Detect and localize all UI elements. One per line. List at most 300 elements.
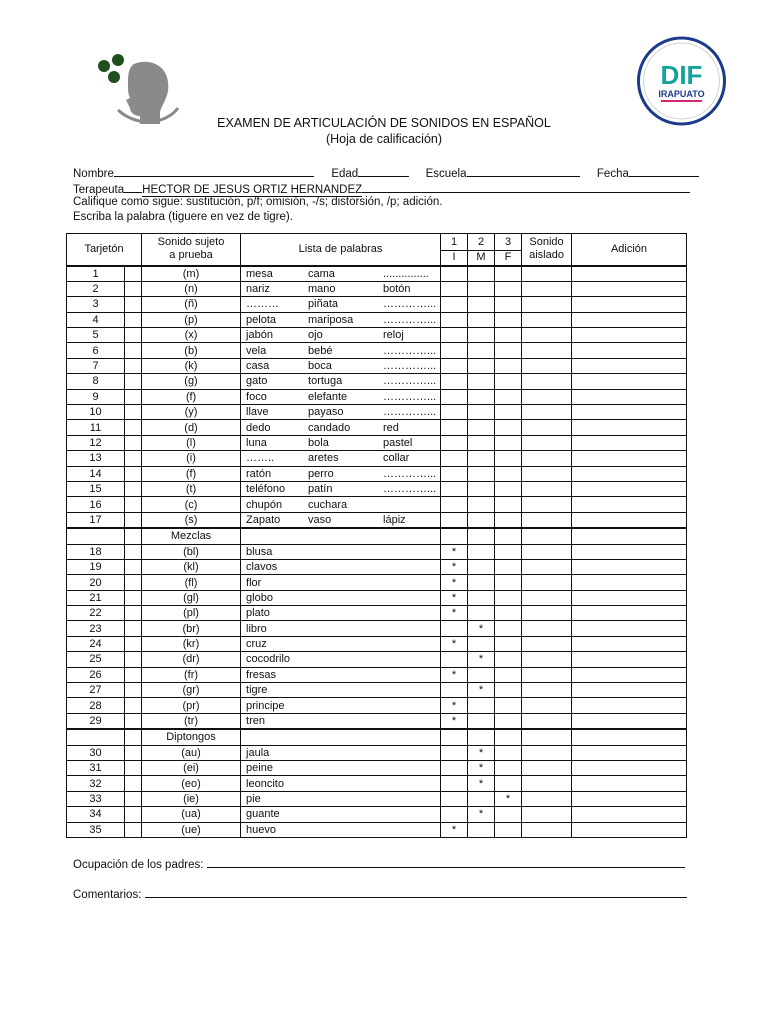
aislado-cell[interactable] <box>522 713 572 729</box>
adicion-cell[interactable] <box>572 466 687 481</box>
words-cell <box>241 683 441 698</box>
position-cell-1[interactable] <box>441 652 468 667</box>
position-cell-1[interactable] <box>441 791 468 806</box>
position-cell-1[interactable] <box>441 761 468 776</box>
terapeuta-value[interactable]: HECTOR DE JESUS ORTIZ HERNANDEZ <box>142 184 363 196</box>
aislado-cell[interactable] <box>522 745 572 760</box>
instructions-2: Escriba la palabra (tiguere en vez de tigre). <box>73 211 293 223</box>
position-mark-1[interactable]: * <box>441 606 468 621</box>
card-check-cell[interactable] <box>125 389 142 404</box>
word: cuchara <box>308 498 348 511</box>
words-cell <box>241 312 441 327</box>
position-cell-1[interactable] <box>441 328 468 343</box>
adicion-cell[interactable] <box>572 713 687 729</box>
card-check-cell[interactable] <box>125 374 142 389</box>
position-cell-3[interactable] <box>495 297 522 312</box>
position-cell-2[interactable] <box>468 312 495 327</box>
adicion-cell[interactable] <box>572 281 687 296</box>
adicion-cell[interactable] <box>572 822 687 837</box>
instructions-1: Califique como sigue: sustitución, p/f; omisión, -/s; distorsión, /p; adición. <box>73 196 443 208</box>
position-cell-1[interactable] <box>441 281 468 296</box>
position-cell-1[interactable] <box>441 621 468 636</box>
position-cell-2[interactable] <box>468 435 495 450</box>
aislado-cell[interactable] <box>522 575 572 590</box>
card-check-cell[interactable] <box>125 297 142 312</box>
adicion-cell[interactable] <box>572 652 687 667</box>
words-cell <box>241 807 441 822</box>
group-label-cell <box>522 528 572 544</box>
position-cell-3[interactable] <box>495 266 522 282</box>
position-cell-2[interactable] <box>468 466 495 481</box>
word: ............... <box>383 267 429 280</box>
table-row <box>67 621 687 636</box>
adicion-cell[interactable] <box>572 481 687 496</box>
adicion-cell[interactable] <box>572 312 687 327</box>
position-cell-2[interactable] <box>468 297 495 312</box>
table-row <box>67 358 687 373</box>
position-mark-2[interactable]: * <box>468 776 495 791</box>
word: perro <box>308 467 334 480</box>
position-mark-2[interactable]: * <box>468 652 495 667</box>
position-cell-3[interactable] <box>495 374 522 389</box>
adicion-cell[interactable] <box>572 761 687 776</box>
position-mark-1[interactable]: * <box>441 713 468 729</box>
position-cell-2[interactable] <box>468 328 495 343</box>
position-cell-3[interactable] <box>495 636 522 651</box>
position-cell-3[interactable] <box>495 575 522 590</box>
position-cell-1[interactable] <box>441 343 468 358</box>
word: mesa <box>246 267 273 280</box>
card-check-cell[interactable] <box>125 776 142 791</box>
position-mark-1[interactable]: * <box>441 559 468 574</box>
escuela-label: Escuela <box>425 168 467 180</box>
position-mark-1[interactable]: * <box>441 575 468 590</box>
aislado-cell[interactable] <box>522 281 572 296</box>
adicion-cell[interactable] <box>572 405 687 420</box>
card-check-cell[interactable] <box>125 745 142 760</box>
aislado-cell[interactable] <box>522 559 572 574</box>
card-number: 29 <box>67 713 125 729</box>
card-number: 28 <box>67 698 125 713</box>
fecha-field[interactable] <box>629 165 699 177</box>
position-cell-2[interactable] <box>468 451 495 466</box>
position-cell-3[interactable] <box>495 544 522 559</box>
card-check-cell[interactable] <box>125 358 142 373</box>
comentarios-line <box>73 886 687 901</box>
adicion-cell[interactable] <box>572 420 687 435</box>
aislado-cell[interactable] <box>522 343 572 358</box>
position-cell-2[interactable] <box>468 791 495 806</box>
card-number: 34 <box>67 807 125 822</box>
card-number: 1 <box>67 266 125 282</box>
card-number: 3 <box>67 297 125 312</box>
card-number: 2 <box>67 281 125 296</box>
position-cell-2[interactable] <box>468 606 495 621</box>
position-cell-2[interactable] <box>468 420 495 435</box>
position-cell-3[interactable] <box>495 621 522 636</box>
comentarios-field[interactable] <box>145 886 687 898</box>
aislado-cell[interactable] <box>522 297 572 312</box>
table-row <box>67 636 687 651</box>
position-cell-1[interactable] <box>441 374 468 389</box>
word: …………... <box>383 483 437 496</box>
card-check-cell[interactable] <box>125 266 142 282</box>
card-check-cell[interactable] <box>125 435 142 450</box>
aislado-cell[interactable] <box>522 451 572 466</box>
words-cell <box>241 266 441 282</box>
position-cell-2[interactable] <box>468 713 495 729</box>
position-cell-3[interactable] <box>495 713 522 729</box>
position-cell-3[interactable] <box>495 281 522 296</box>
words-cell <box>241 420 441 435</box>
aislado-cell[interactable] <box>522 266 572 282</box>
word: mano <box>308 283 336 296</box>
words-cell <box>241 667 441 682</box>
adicion-cell[interactable] <box>572 328 687 343</box>
position-cell-1[interactable] <box>441 435 468 450</box>
position-cell-2[interactable] <box>468 698 495 713</box>
position-cell-1[interactable] <box>441 745 468 760</box>
position-cell-2[interactable] <box>468 389 495 404</box>
card-check-cell[interactable] <box>125 713 142 729</box>
card-check-cell[interactable] <box>125 466 142 481</box>
table-row <box>67 281 687 296</box>
adicion-cell[interactable] <box>572 698 687 713</box>
position-cell-2[interactable] <box>468 636 495 651</box>
aislado-cell[interactable] <box>522 435 572 450</box>
terapeuta-lead-line <box>124 181 142 193</box>
position-cell-1[interactable] <box>441 451 468 466</box>
card-check-cell[interactable] <box>125 791 142 806</box>
sound-cell: (kl) <box>142 559 241 574</box>
words-cell <box>241 358 441 373</box>
aislado-cell[interactable] <box>522 776 572 791</box>
position-cell-1[interactable] <box>441 358 468 373</box>
words-cell <box>241 374 441 389</box>
table-row <box>67 606 687 621</box>
position-cell-3[interactable] <box>495 343 522 358</box>
aislado-cell[interactable] <box>522 791 572 806</box>
adicion-cell[interactable] <box>572 621 687 636</box>
card-check-cell[interactable] <box>125 512 142 528</box>
aislado-cell[interactable] <box>522 512 572 528</box>
position-cell-3[interactable] <box>495 683 522 698</box>
card-check-cell[interactable] <box>125 281 142 296</box>
position-cell-2[interactable] <box>468 266 495 282</box>
position-cell-3[interactable] <box>495 512 522 528</box>
position-cell-3[interactable] <box>495 822 522 837</box>
adicion-cell[interactable] <box>572 451 687 466</box>
adicion-cell[interactable] <box>572 575 687 590</box>
table-row <box>67 343 687 358</box>
table-row <box>67 822 687 837</box>
position-cell-1[interactable] <box>441 420 468 435</box>
header-tarjeton: Tarjetón <box>67 234 142 266</box>
position-cell-1[interactable] <box>441 266 468 282</box>
aislado-cell[interactable] <box>522 374 572 389</box>
card-check-cell[interactable] <box>125 807 142 822</box>
adicion-cell[interactable] <box>572 745 687 760</box>
table-row <box>67 435 687 450</box>
card-check-cell[interactable] <box>125 343 142 358</box>
position-cell-1[interactable] <box>441 776 468 791</box>
card-check-cell[interactable] <box>125 559 142 574</box>
word: …………... <box>383 390 437 403</box>
card-check-cell[interactable] <box>125 544 142 559</box>
position-mark-1[interactable]: * <box>441 544 468 559</box>
position-cell-2[interactable] <box>468 358 495 373</box>
aislado-cell[interactable] <box>522 544 572 559</box>
position-cell-2[interactable] <box>468 590 495 605</box>
sound-cell: (tr) <box>142 713 241 729</box>
card-check-cell[interactable] <box>125 683 142 698</box>
aislado-cell[interactable] <box>522 481 572 496</box>
position-cell-1[interactable] <box>441 481 468 496</box>
position-cell-2[interactable] <box>468 497 495 512</box>
aislado-cell[interactable] <box>522 420 572 435</box>
card-check-cell[interactable] <box>125 575 142 590</box>
word: collar <box>383 452 410 465</box>
position-cell-3[interactable] <box>495 590 522 605</box>
card-check-cell[interactable] <box>125 312 142 327</box>
position-cell-2[interactable] <box>468 481 495 496</box>
adicion-cell[interactable] <box>572 776 687 791</box>
adicion-cell[interactable] <box>572 374 687 389</box>
sound-cell: (ei) <box>142 761 241 776</box>
sound-cell: (pr) <box>142 698 241 713</box>
nombre-field[interactable] <box>114 165 314 177</box>
position-mark-1[interactable]: * <box>441 667 468 682</box>
aislado-cell[interactable] <box>522 389 572 404</box>
position-cell-2[interactable] <box>468 559 495 574</box>
card-check-cell[interactable] <box>125 761 142 776</box>
word: ……… <box>246 298 280 311</box>
table-row <box>67 512 687 528</box>
position-mark-2[interactable]: * <box>468 807 495 822</box>
card-check-cell[interactable] <box>125 405 142 420</box>
position-cell-2[interactable] <box>468 405 495 420</box>
group-label-cell <box>522 729 572 745</box>
ocupacion-field[interactable] <box>207 856 685 868</box>
position-cell-3[interactable] <box>495 606 522 621</box>
position-cell-1[interactable] <box>441 683 468 698</box>
aislado-cell[interactable] <box>522 466 572 481</box>
position-cell-3[interactable] <box>495 698 522 713</box>
position-cell-1[interactable] <box>441 312 468 327</box>
ocupacion-line <box>73 856 685 871</box>
adicion-cell[interactable] <box>572 667 687 682</box>
position-cell-1[interactable] <box>441 297 468 312</box>
words-cell <box>241 559 441 574</box>
position-mark-1[interactable]: * <box>441 698 468 713</box>
table-row <box>67 544 687 559</box>
position-cell-3[interactable] <box>495 389 522 404</box>
escuela-field[interactable] <box>467 165 580 177</box>
adicion-cell[interactable] <box>572 497 687 512</box>
sound-cell: (au) <box>142 745 241 760</box>
position-mark-1[interactable]: * <box>441 590 468 605</box>
position-cell-3[interactable] <box>495 312 522 327</box>
position-cell-1[interactable] <box>441 389 468 404</box>
words-cell <box>241 698 441 713</box>
words-cell <box>241 590 441 605</box>
position-cell-2[interactable] <box>468 822 495 837</box>
position-cell-3[interactable] <box>495 652 522 667</box>
aislado-cell[interactable] <box>522 606 572 621</box>
group-label-row <box>67 729 687 745</box>
sound-cell: (fr) <box>142 667 241 682</box>
position-cell-2[interactable] <box>468 281 495 296</box>
table-row <box>67 791 687 806</box>
position-cell-2[interactable] <box>468 544 495 559</box>
aislado-cell[interactable] <box>522 698 572 713</box>
word: pelota <box>246 313 276 326</box>
table-row <box>67 405 687 420</box>
position-mark-1[interactable]: * <box>441 636 468 651</box>
card-check-cell[interactable] <box>125 420 142 435</box>
aislado-cell[interactable] <box>522 358 572 373</box>
card-check-cell[interactable] <box>125 621 142 636</box>
position-cell-1[interactable] <box>441 807 468 822</box>
position-cell-2[interactable] <box>468 374 495 389</box>
card-number: 31 <box>67 761 125 776</box>
card-check-cell[interactable] <box>125 652 142 667</box>
aislado-cell[interactable] <box>522 667 572 682</box>
header-pos-m: M <box>468 251 495 266</box>
position-cell-1[interactable] <box>441 405 468 420</box>
card-check-cell[interactable] <box>125 497 142 512</box>
word: ratón <box>246 467 272 480</box>
position-mark-2[interactable]: * <box>468 621 495 636</box>
word: tigre <box>246 684 268 697</box>
position-cell-3[interactable] <box>495 358 522 373</box>
card-check-cell[interactable] <box>125 590 142 605</box>
sound-cell: (bl) <box>142 544 241 559</box>
position-cell-3[interactable] <box>495 497 522 512</box>
card-number: 27 <box>67 683 125 698</box>
position-cell-3[interactable] <box>495 435 522 450</box>
card-check-cell[interactable] <box>125 451 142 466</box>
position-cell-3[interactable] <box>495 559 522 574</box>
position-cell-3[interactable] <box>495 761 522 776</box>
position-cell-3[interactable] <box>495 807 522 822</box>
aislado-cell[interactable] <box>522 822 572 837</box>
position-cell-2[interactable] <box>468 343 495 358</box>
adicion-cell[interactable] <box>572 544 687 559</box>
position-cell-1[interactable] <box>441 497 468 512</box>
aislado-cell[interactable] <box>522 761 572 776</box>
position-mark-1[interactable]: * <box>441 822 468 837</box>
aislado-cell[interactable] <box>522 683 572 698</box>
word: …….. <box>246 452 275 465</box>
position-cell-1[interactable] <box>441 512 468 528</box>
words-cell <box>241 481 441 496</box>
card-check-cell[interactable] <box>125 698 142 713</box>
adicion-cell[interactable] <box>572 807 687 822</box>
adicion-cell[interactable] <box>572 297 687 312</box>
adicion-cell[interactable] <box>572 343 687 358</box>
position-mark-2[interactable]: * <box>468 761 495 776</box>
adicion-cell[interactable] <box>572 559 687 574</box>
adicion-cell[interactable] <box>572 606 687 621</box>
aislado-cell[interactable] <box>522 636 572 651</box>
sound-cell: (i) <box>142 451 241 466</box>
position-mark-2[interactable]: * <box>468 745 495 760</box>
aislado-cell[interactable] <box>522 652 572 667</box>
articulation-table <box>66 233 687 838</box>
card-check-cell[interactable] <box>125 481 142 496</box>
aislado-cell[interactable] <box>522 405 572 420</box>
adicion-cell[interactable] <box>572 435 687 450</box>
aislado-cell[interactable] <box>522 590 572 605</box>
position-cell-3[interactable] <box>495 481 522 496</box>
adicion-cell[interactable] <box>572 266 687 282</box>
word: …………... <box>383 360 437 373</box>
adicion-cell[interactable] <box>572 683 687 698</box>
adicion-cell[interactable] <box>572 512 687 528</box>
position-cell-3[interactable] <box>495 451 522 466</box>
words-cell <box>241 791 441 806</box>
adicion-cell[interactable] <box>572 358 687 373</box>
card-check-cell[interactable] <box>125 822 142 837</box>
card-number: 6 <box>67 343 125 358</box>
position-cell-3[interactable] <box>495 776 522 791</box>
aislado-cell[interactable] <box>522 328 572 343</box>
form-line-2 <box>73 181 690 196</box>
position-cell-2[interactable] <box>468 667 495 682</box>
table-row <box>67 559 687 574</box>
sound-cell: (gr) <box>142 683 241 698</box>
card-check-cell[interactable] <box>125 606 142 621</box>
word: flor <box>246 576 262 589</box>
card-check-cell[interactable] <box>125 667 142 682</box>
adicion-cell[interactable] <box>572 389 687 404</box>
aislado-cell[interactable] <box>522 497 572 512</box>
position-cell-3[interactable] <box>495 420 522 435</box>
word: fresas <box>246 668 276 681</box>
table-row <box>67 466 687 481</box>
edad-field[interactable] <box>358 165 409 177</box>
aislado-cell[interactable] <box>522 312 572 327</box>
position-cell-3[interactable] <box>495 405 522 420</box>
card-number: 26 <box>67 667 125 682</box>
position-cell-2[interactable] <box>468 575 495 590</box>
sound-cell: (s) <box>142 512 241 528</box>
nombre-label: Nombre <box>73 168 114 180</box>
adicion-cell[interactable] <box>572 636 687 651</box>
sound-cell: (gl) <box>142 590 241 605</box>
position-mark-3[interactable]: * <box>495 791 522 806</box>
aislado-cell[interactable] <box>522 621 572 636</box>
position-cell-3[interactable] <box>495 466 522 481</box>
position-mark-2[interactable]: * <box>468 683 495 698</box>
table-row <box>67 667 687 682</box>
word: cruz <box>246 638 267 651</box>
aislado-cell[interactable] <box>522 807 572 822</box>
position-cell-1[interactable] <box>441 466 468 481</box>
card-check-cell[interactable] <box>125 328 142 343</box>
position-cell-3[interactable] <box>495 745 522 760</box>
position-cell-3[interactable] <box>495 328 522 343</box>
position-cell-3[interactable] <box>495 667 522 682</box>
group-label-cell <box>495 729 522 745</box>
adicion-cell[interactable] <box>572 791 687 806</box>
words-cell <box>241 435 441 450</box>
position-cell-2[interactable] <box>468 512 495 528</box>
card-check-cell[interactable] <box>125 636 142 651</box>
adicion-cell[interactable] <box>572 590 687 605</box>
page-subtitle: (Hoja de calificación) <box>325 132 443 146</box>
